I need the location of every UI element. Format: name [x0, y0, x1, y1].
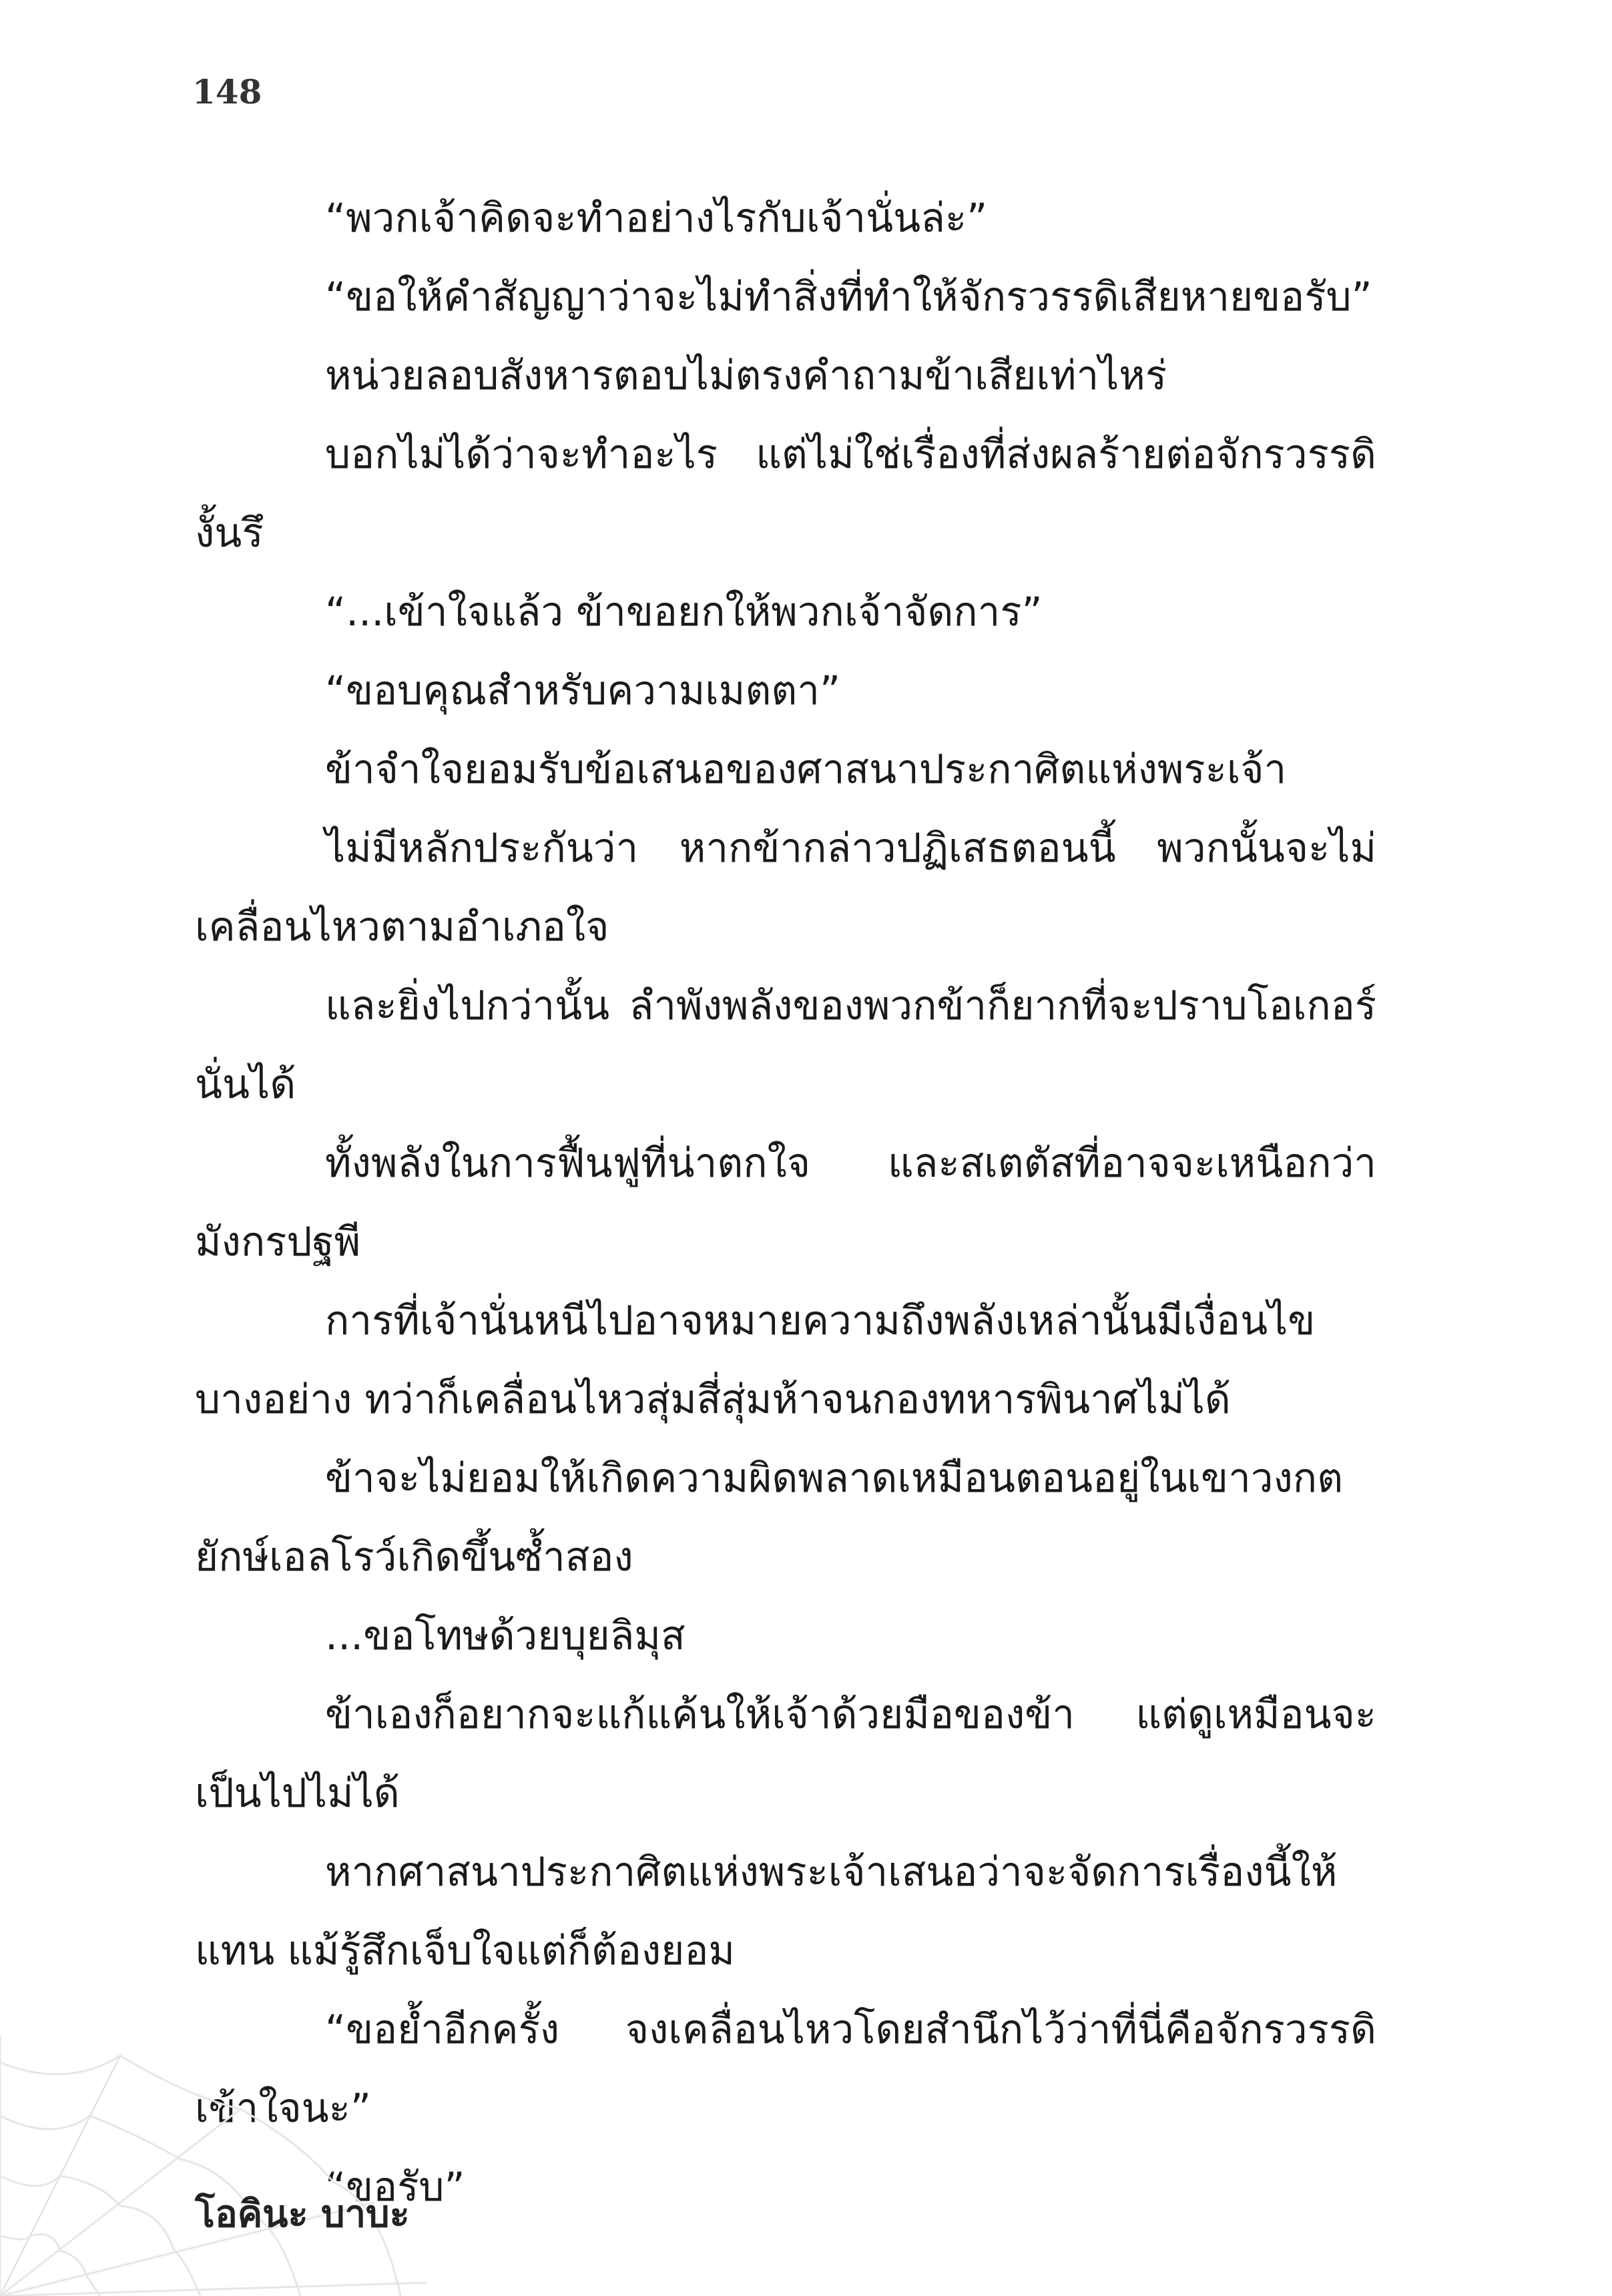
paragraph: “พวกเจ้าคิดจะทำอย่างไรกับเจ้านั่นล่ะ” — [325, 195, 988, 242]
author-name: โอคินะ บาบะ — [195, 2193, 410, 2236]
paragraph: “ขอย้ำอีกครั้ง จงเคลื่อนไหวโดยสำนึกไว้ว่าที่นี่คือจักรวรรดิเข้าใจนะ” — [195, 2006, 1376, 2132]
paragraph: “ขอรับ” — [325, 2164, 465, 2211]
paragraph: หากศาสนาประกาศิตแห่งพระเจ้าเสนอว่าจะจัดการเรื่องนี้ให้แทน แม้รู้สึกเจ็บใจแต่ก็ต้องยอม — [195, 1849, 1338, 1974]
page-number: 148 — [192, 72, 262, 111]
paragraph: บอกไม่ได้ว่าจะทำอะไร แต่ไม่ใช่เรื่องที่ส่งผลร้ายต่อจักรวรรดิงั้นรึ — [195, 431, 1376, 557]
paragraph: ...ขอโทษด้วยบุยลิมุส — [325, 1613, 686, 1659]
paragraph: การที่เจ้านั่นหนีไปอาจหมายความถึงพลังเหล่านั้นมีเงื่อนไขบางอย่าง ทว่าก็เคลื่อนไหวสุ่มสี่สุ่มห้าจนกองทหารพินาศไม่ได้ — [195, 1298, 1316, 1423]
paragraph: ข้าจำใจยอมรับข้อเสนอของศาสนาประกาศิตแห่งพระเจ้า — [325, 746, 1287, 793]
paragraph: ข้าจะไม่ยอมให้เกิดความผิดพลาดเหมือนตอนอยู่ในเขาวงกตยักษ์เอลโรว์เกิดขึ้นซ้ำสอง — [195, 1455, 1344, 1581]
paragraph: “ขอให้คำสัญญาว่าจะไม่ทำสิ่งที่ทำให้จักรวรรดิเสียหายขอรับ” — [325, 274, 1372, 320]
paragraph: หน่วยลอบสังหารตอบไม่ตรงคำถามข้าเสียเท่าไหร่ — [325, 352, 1167, 399]
paragraph: ทั้งพลังในการฟื้นฟูที่น่าตกใจ และสเตตัสที่อาจจะเหนือกว่ามังกรปฐพี — [195, 1140, 1376, 1265]
paragraph: “ขอบคุณสำหรับความเมตตา” — [325, 667, 841, 714]
paragraph: ข้าเองก็อยากจะแก้แค้นให้เจ้าด้วยมือของข้า แต่ดูเหมือนจะเป็นไปไม่ได้ — [195, 1691, 1376, 1817]
paragraph: ไม่มีหลักประกันว่า หากข้ากล่าวปฏิเสธตอนนี้ พวกนั้นจะไม่เคลื่อนไหวตามอำเภอใจ — [195, 825, 1376, 950]
paragraph: “...เข้าใจแล้ว ข้าขอยกให้พวกเจ้าจัดการ” — [325, 589, 1043, 635]
spider-web-decoration-icon — [0, 2036, 427, 2296]
body-text — [195, 179, 1376, 2227]
paragraph: และยิ่งไปกว่านั้น ลำพังพลังของพวกข้าก็ยากที่จะปราบโอเกอร์นั่นได้ — [195, 982, 1376, 1108]
